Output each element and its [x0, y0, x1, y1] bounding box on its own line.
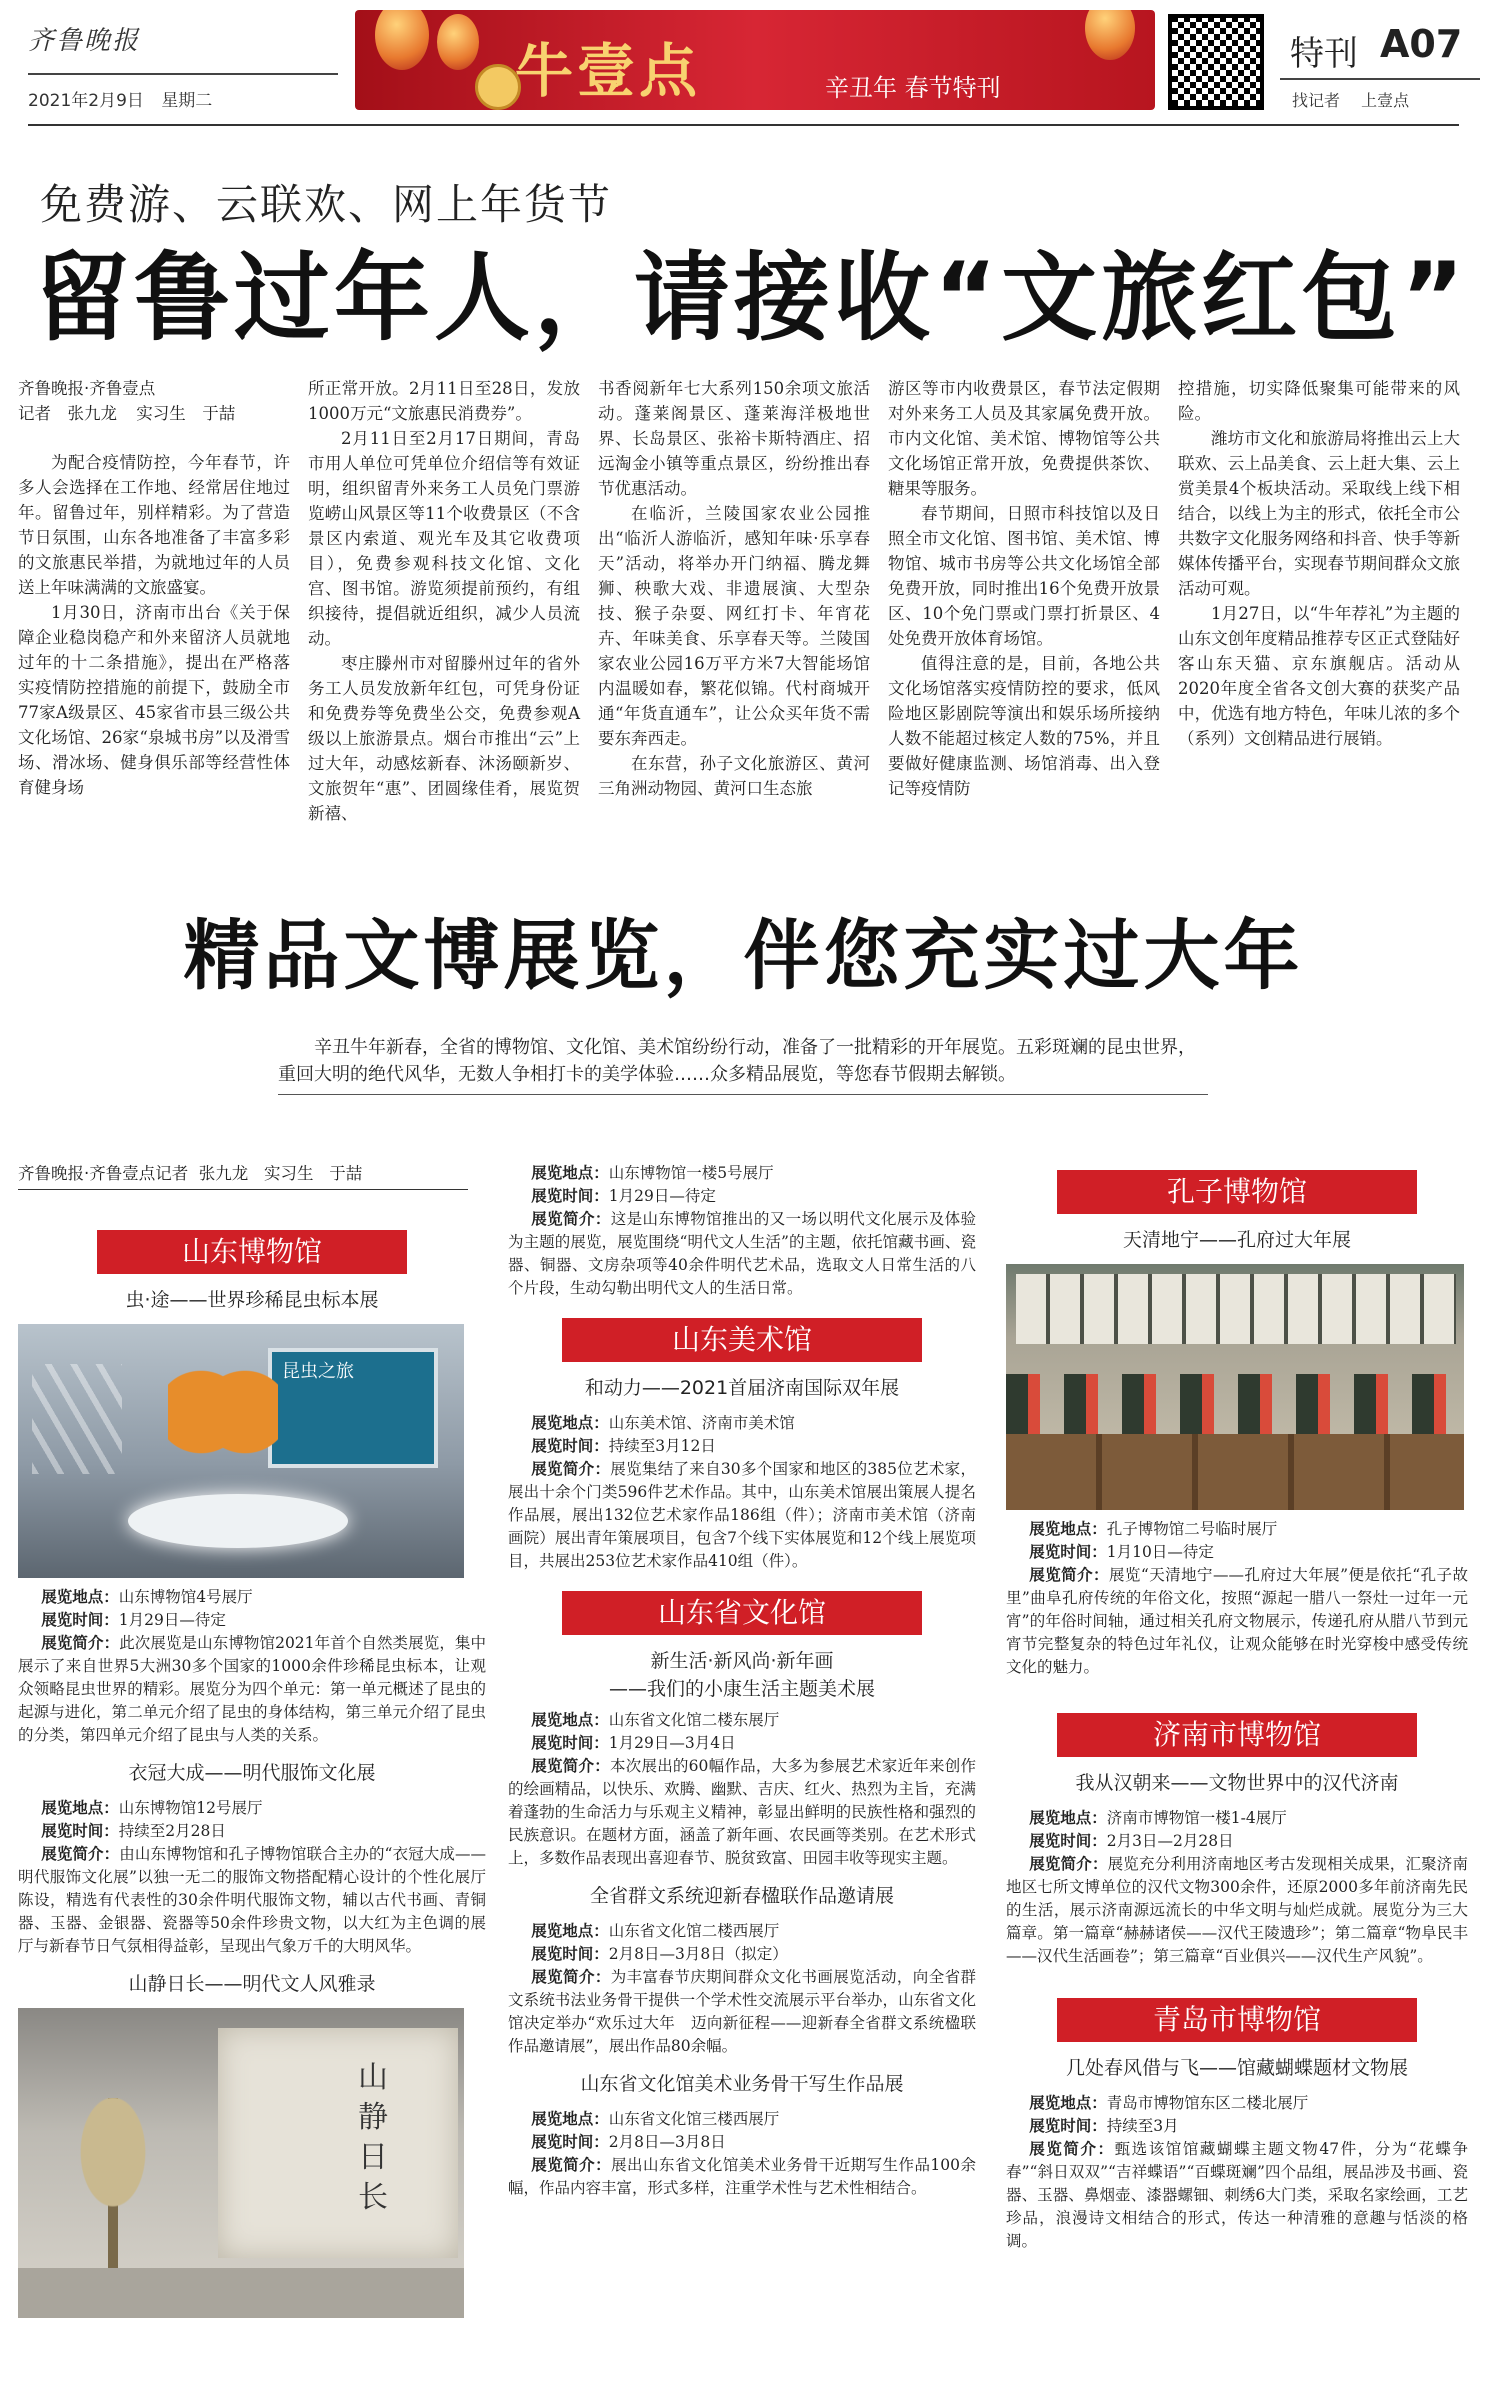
time-label: 展览时间：	[531, 1945, 609, 1963]
lantern-icon	[437, 14, 479, 70]
time-label: 展览时间：	[1029, 1832, 1107, 1850]
exhibit-title: 衣冠大成——明代服饰文化展	[128, 1762, 376, 1784]
intro-label: 展览简介：	[41, 1634, 120, 1652]
date: 2021年2月9日	[28, 91, 144, 111]
museum-header-shandong: 山东博物馆	[97, 1230, 407, 1274]
byline-intern: 实习生 于喆	[136, 404, 236, 423]
exhibit-place: 济南市博物馆一楼1-4展厅	[1106, 1809, 1287, 1827]
exhibit-floor	[18, 2268, 464, 2318]
exhibit-place: 青岛市博物馆东区二楼北展厅	[1106, 2094, 1309, 2112]
exhibit-place: 孔子博物馆二号临时展厅	[1106, 1520, 1278, 1538]
place-label: 展览地点：	[41, 1588, 119, 1606]
desks-row	[1006, 1434, 1464, 1510]
paragraph: 值得注意的是，目前，各地公共文化场馆落实疫情防控的要求，低风险地区影剧院等演出和娱乐场所接纳人数不能超过核定人数的75%，并且要做好健康监测、场馆消毒、出入登记等疫情防	[888, 654, 1160, 798]
byline-reporter: 记者 张九龙	[18, 404, 117, 423]
exhibit-place: 山东美术馆、济南市美术馆	[608, 1414, 795, 1432]
exhibit-intro: 甄选该馆馆藏蝴蝶主题文物47件，分为“花蝶争春”“斜日双双”“吉祥蝶语”“百蝶斑斓”四个品组，展品涉及书画、瓷器、玉器、鼻烟壶、漆器螺钿、刺绣6大门类，采取名家绘画，工艺珍品，浪漫诗文相结合的形式，传达一种清雅的意趣与恬淡的格调。	[1006, 2140, 1468, 2250]
editor-line	[1292, 88, 1425, 111]
exhibit-intro: 展览充分利用济南地区考古发现相关成果，汇聚济南地区七所文博单位的汉代文物300余件，还原2000多年前济南先民的生活，展示济南源远流长的中华文明与灿烂成就。展览分为三大篇章。第一篇章“赫赫诸侯——汉代王陵遗珍”；第二篇章“物阜民丰——汉代生活画卷”；第三篇章“百业俱兴——汉代生产风貌”。	[1006, 1855, 1468, 1965]
paragraph: 潍坊市文化和旅游局将推出云上大联欢、云上品美食、云上赶大集、云上赏美景4个板块活动。采取线上线下相结合，以线上为主的形式，依托全市公共数字文化服务网络和抖音、快手等新媒体传播平台，实现春节期间群众文旅活动可观。	[1178, 429, 1460, 598]
paragraph: 书香阅新年七大系列150余项文旅活动。蓬莱阁景区、蓬莱海洋极地世界、长岛景区、张裕卡斯特酒庄、招远淘金小镇等重点景区，纷纷推出春节优惠活动。	[598, 379, 870, 498]
qr-code-icon[interactable]	[1168, 14, 1264, 110]
exhibit-info	[18, 1586, 486, 1747]
exhibit-time: 1月29日—待定	[608, 1187, 716, 1205]
story1-kicker: 免费游、云联欢、网上年货节	[40, 180, 613, 229]
story1-column-4	[888, 376, 1160, 801]
top-rule	[28, 124, 1459, 126]
exhibit-info	[508, 2108, 976, 2200]
intro-label: 展览简介：	[41, 1845, 120, 1863]
exhibit-time: 2月3日—2月28日	[1106, 1832, 1234, 1850]
exhibit-place: 山东省文化馆二楼西展厅	[608, 1922, 780, 1940]
story1-headline: 留鲁过年人，请接收“文旅红包”	[34, 242, 1469, 354]
story1-column-5	[1178, 376, 1460, 751]
exhibit-wall	[218, 2028, 458, 2258]
time-label: 展览时间：	[531, 1734, 609, 1752]
intro-label: 展览简介：	[531, 2156, 612, 2174]
exhibit-time: 持续至3月	[1106, 2117, 1179, 2135]
exhibit-intro: 本次展出的60幅作品，大多为参展艺术家近年来创作的绘画精品，以快乐、欢腾、幽默、吉庆、红火、热烈为主旨，充满着蓬勃的生命活力与乐观主义精神，彰显出鲜明的民族性格和强烈的民族意识。在题材方面，涵盖了新年画、农民画等类别。在艺术形式上，多数作品表现出喜迎春节、脱贫致富、田园丰收等现实主题。	[508, 1757, 976, 1867]
place-label: 展览地点：	[1029, 1809, 1107, 1827]
time-label: 展览时间：	[531, 2133, 609, 2151]
exhibit-time: 持续至2月28日	[118, 1822, 226, 1840]
exhibit-info	[508, 1709, 976, 1870]
exhibit-title-line1: 新生活·新风尚·新年画	[650, 1650, 834, 1672]
place-label: 展览地点：	[531, 1922, 609, 1940]
intro-label: 展览简介：	[531, 1210, 611, 1228]
exhibit-info	[18, 1797, 486, 1958]
lantern-icon	[1085, 10, 1135, 60]
wall-calligraphy: 山静日长	[358, 2060, 388, 2215]
place-label: 展览地点：	[531, 1711, 609, 1729]
paragraph: 为配合疫情防控，今年春节，许多人会选择在工作地、经常居住地过年。留鲁过年，别样精彩。为了营造节日氛围，山东各地准备了丰富多彩的文旅惠民举措，为就地过年的人员送上年味满满的文旅盛宴。	[18, 453, 290, 597]
exhibit-title: 山静日长——明代文人风雅录	[128, 1973, 376, 1995]
story2-byline	[18, 1162, 468, 1190]
exhibit-intro: 展览集结了来自30多个国家和地区的385位艺术家，展出十余个门类596件艺术作品。其中，山东美术馆展出策展人提名作品展，展出132位艺术家作品186组（件）；济南市美术馆（济南画院）展出青年策展项目，包含7个线下实体展览和12个线上展览项目，共展出253位艺术家作品410组（件）。	[508, 1460, 976, 1570]
classroom-windows	[1016, 1274, 1456, 1344]
museum-header-culture: 山东省文化馆	[562, 1591, 922, 1635]
tree-sculpture	[38, 2098, 188, 2278]
museums-column-left	[18, 1162, 486, 2318]
masthead	[0, 0, 1487, 124]
intro-label: 展览简介：	[531, 1460, 611, 1478]
place-label: 展览地点：	[531, 1414, 609, 1432]
ming-literati-exhibit-photo	[18, 2008, 464, 2318]
byline-intern-label: 实习生	[264, 1164, 314, 1183]
exhibit-intro: 此次展览是山东博物馆2021年首个自然类展览，集中展示了来自世界5大洲30多个国家的1000余件珍稀昆虫标本，让观众领略昆虫世界的精彩。展览分为四个单元：第一单元概述了昆虫的起源与进化，第二单元介绍了昆虫的身体结构，第三单元介绍了昆虫的分类，第四单元介绍了昆虫与人类的关系。	[18, 1634, 486, 1744]
confucius-classroom-photo	[1006, 1264, 1464, 1510]
exhibit-time: 1月10日—待定	[1106, 1543, 1214, 1561]
exhibit-place: 山东省文化馆二楼东展厅	[608, 1711, 780, 1729]
exhibit-title: 山东省文化馆美术业务骨干写生作品展	[580, 2073, 904, 2095]
paper-name: 齐鲁晚报	[28, 26, 141, 56]
paragraph: 1月30日，济南市出台《关于保障企业稳岗稳产和外来留济人员就地过年的十二条措施》，提出在严格落实疫情防控措施的前提下，鼓励全市77家A级景区、45家省市县三级公共文化场馆、26家“泉城书房”以及滑雪场、滑冰场、健身俱乐部等经营性体育健身场	[18, 603, 290, 797]
paragraph: 在临沂，兰陵国家农业公园推出“临沂人游临沂，感知年味·乐享春天”活动，将举办开门纳福、腾龙舞狮、秧歌大戏、非遗展演、大型杂技、猴子杂耍、网红打卡、年宵花卉、年味美食、乐享春天等。兰陵国家农业公园16万平方米7大智能场馆内温暖如春，繁花似锦。代村商城开通“年货直通车”，让公众买年货不需要东奔西走。	[598, 504, 870, 748]
museum-header-jinan: 济南市博物馆	[1057, 1713, 1417, 1757]
museum-header-qingdao: 青岛市博物馆	[1057, 1998, 1417, 2042]
intro-label: 展览简介：	[1029, 2140, 1115, 2158]
story1-column-1	[18, 376, 290, 800]
exhibit-place: 山东博物馆12号展厅	[118, 1799, 263, 1817]
exhibit-time: 2月8日—3月8日（拟定）	[608, 1945, 788, 1963]
time-label: 展览时间：	[41, 1822, 119, 1840]
byline-intern: 于喆	[329, 1164, 363, 1183]
issue-date	[28, 86, 224, 111]
exhibit-intro: 展览“天清地宁——孔府过大年展”便是依托“孔子故里”曲阜孔府传统的年俗文化，按照“源起一腊八一祭灶一过年一元宵”的年俗时间轴，通过相关孔府文物展示，传递孔府从腊八节到元宵节完整复杂的特色过年礼仪，让观众能够在时光穿梭中感受传统文化的魅力。	[1006, 1566, 1468, 1676]
place-label: 展览地点：	[1029, 2094, 1107, 2112]
weekday: 星期二	[161, 91, 213, 111]
lantern-icon	[375, 10, 429, 70]
museums-column-middle	[508, 1162, 976, 2200]
editor-label: 找记者	[1292, 91, 1341, 110]
story1-byline-source: 齐鲁晚报·齐鲁壹点	[18, 379, 156, 398]
time-label: 展览时间：	[41, 1611, 119, 1629]
time-label: 展览时间：	[1029, 1543, 1107, 1561]
story2-headline: 精品文博展览，伴您充实过大年	[183, 911, 1304, 1000]
exhibit-intro: 为丰富春节庆期间群众文化书画展览活动，向全省群文系统书法业务骨干提供一个学术性交流展示平台举办，山东省文化馆决定举办“欢乐过大年 迈向新征程——迎新春全省群文系统楹联作品邀请展”，展出作品80余幅。	[508, 1968, 976, 2055]
paragraph: 春节期间，日照市科技馆以及日照全市文化馆、图书馆、美术馆、博物馆、城市书房等公共文化场馆全部免费开放，同时推出16个免费开放景区、10个免门票或门票打折景区、4处免费开放体育场馆。	[888, 504, 1160, 648]
intro-label: 展览简介：	[1029, 1566, 1109, 1584]
exhibit-title: 几处春风借与飞——馆藏蝴蝶题材文物展	[1065, 2057, 1408, 2079]
exhibit-info	[1006, 2092, 1468, 2253]
intro-label: 展览简介：	[1029, 1855, 1108, 1873]
exhibit-title: 全省群文系统迎新春楹联作品邀请展	[589, 1885, 894, 1907]
exhibit-info	[1006, 1807, 1468, 1968]
exhibit-info	[508, 1162, 976, 1300]
butterfly-sculpture	[168, 1364, 278, 1484]
exhibit-time: 1月29日—待定	[118, 1611, 226, 1629]
museums-column-right	[1006, 1162, 1468, 2253]
paragraph: 游区等市内收费景区，春节法定假期对外来务工人员及其家属免费开放。市内文化馆、美术馆、博物馆等公共文化场馆正常开放，免费提供茶饮、糖果等服务。	[888, 379, 1160, 498]
exhibit-title-line2: ——我们的小康生活主题美术展	[608, 1678, 875, 1700]
time-label: 展览时间：	[1029, 2117, 1107, 2135]
page-number: A07	[1380, 22, 1463, 66]
place-label: 展览地点：	[531, 1164, 609, 1182]
exhibit-title: 和动力——2021首届济南国际双年展	[584, 1377, 900, 1399]
banner-subtitle: 辛丑年 春节特刊	[825, 74, 1001, 102]
exhibit-place: 山东博物馆一楼5号展厅	[608, 1164, 774, 1182]
wall-hexagons	[32, 1364, 122, 1474]
byline-reporter: 张九龙	[198, 1164, 249, 1183]
exhibit-info	[508, 1920, 976, 2058]
museum-header-confucius: 孔子博物馆	[1057, 1170, 1417, 1214]
exhibit-intro: 这是山东博物馆推出的又一场以明代文化展示及体验为主题的展览，展览围绕“明代文人生活”的主题，依托馆藏书画、瓷器、铜器、文房杂项等40余件明代艺术品，选取文人日常生活的八个片段，生动勾勒出明代文人的生活日常。	[508, 1210, 976, 1297]
exhibit-title: 天清地宁——孔府过大年展	[1122, 1229, 1351, 1251]
paragraph: 在东营，孙子文化旅游区、黄河三角洲动物园、黄河口生态旅	[598, 754, 870, 798]
exhibit-time: 1月29日—3月4日	[608, 1734, 736, 1752]
intro-label: 展览简介：	[531, 1757, 610, 1775]
intro-label: 展览简介：	[531, 1968, 611, 1986]
story1-column-2	[308, 376, 580, 826]
exhibit-info	[508, 1412, 976, 1573]
editor-value: 上壹点	[1361, 91, 1410, 110]
story1-byline	[18, 401, 290, 426]
exhibit-time: 2月8日—3月8日	[608, 2133, 726, 2151]
time-label: 展览时间：	[531, 1437, 609, 1455]
exhibit-title	[508, 1647, 976, 1703]
masthead-rule-right	[1280, 78, 1480, 80]
exhibit-place: 山东省文化馆三楼西展厅	[608, 2110, 780, 2128]
section-tag: 特刊	[1290, 34, 1358, 74]
time-label: 展览时间：	[531, 1187, 609, 1205]
students-row	[1006, 1374, 1464, 1434]
paragraph: 枣庄滕州市对留滕州过年的省外务工人员发放新年红包，可凭身份证和免费券等免费坐公交，免费参观A级以上旅游景点。烟台市推出“云”上过大年，动感炫新春、沐汤颐新岁、文旅贺年“惠”、团圆缘佳肴，展览贺新禧、	[308, 654, 580, 823]
masthead-rule	[28, 73, 338, 75]
story1-column-3	[598, 376, 870, 801]
exhibit-info	[1006, 1518, 1468, 1679]
story2-lead: 辛丑牛年新春，全省的博物馆、文化馆、美术馆纷纷行动，准备了一批精彩的开年展览。五彩斑斓的昆虫世界，重回大明的绝代风华，无数人争相打卡的美学体验……众多精品展览，等您春节假期去解锁。	[278, 1034, 1208, 1095]
place-label: 展览地点：	[41, 1799, 119, 1817]
byline-source: 齐鲁晚报·齐鲁壹点记者	[18, 1164, 189, 1183]
exhibit-title: 我从汉朝来——文物世界中的汉代济南	[1075, 1772, 1399, 1794]
museum-header-art: 山东美术馆	[562, 1318, 922, 1362]
place-label: 展览地点：	[1029, 1520, 1107, 1538]
exhibit-intro: 由山东博物馆和孔子博物馆联合主办的“衣冠大成——明代服饰文化展”以独一无二的服饰文物搭配精心设计的个性化展厅陈设，精选有代表性的30余件明代服饰文物，辅以古代书画、青铜器、玉器、金银器、瓷器等50余件珍贵文物，以大红为主色调的展厅与新春节日气氛相得益彰，呈现出气象万千的大明风华。	[18, 1845, 486, 1955]
exhibit-time: 持续至3月12日	[608, 1437, 716, 1455]
exhibit-place: 山东博物馆4号展厅	[118, 1588, 253, 1606]
insect-exhibit-photo	[18, 1324, 464, 1578]
paragraph: 1月27日，以“牛年荐礼”为主题的山东文创年度精品推荐专区正式登陆好客山东天猫、京东旗舰店。活动从2020年度全省各文创大赛的获奖产品中，优选有地方特色，年味儿浓的多个（系列）文创精品进行展销。	[1178, 604, 1460, 748]
paragraph: 所正常开放。2月11日至28日，发放1000万元“文旅惠民消费券”。	[308, 379, 580, 423]
banner-title: 牛壹点	[515, 37, 702, 105]
paragraph: 控措施，切实降低聚集可能带来的风险。	[1178, 379, 1460, 423]
place-label: 展览地点：	[531, 2110, 609, 2128]
display-table	[128, 1494, 348, 1548]
special-issue-banner	[355, 10, 1155, 110]
paragraph: 2月11日至2月17日期间，青岛市用人单位可凭单位介绍信等有效证明，组织留青外来务工人员免门票游览崂山风景区等11个收费景区（不含景区内索道、观光车及其它收费项目），免费参观科技文化馆、文化宫、图书馆。游览须提前预约，有组织接待，提倡就近组织，减少人员流动。	[308, 429, 580, 648]
exhibit-panel-title: 昆虫之旅	[282, 1361, 354, 1382]
exhibit-title: 虫·途——世界珍稀昆虫标本展	[125, 1289, 379, 1311]
exhibit-intro: 展出山东省文化馆美术业务骨干近期写生作品100余幅，作品内容丰富，形式多样，注重学术性与艺术性相结合。	[508, 2156, 976, 2197]
